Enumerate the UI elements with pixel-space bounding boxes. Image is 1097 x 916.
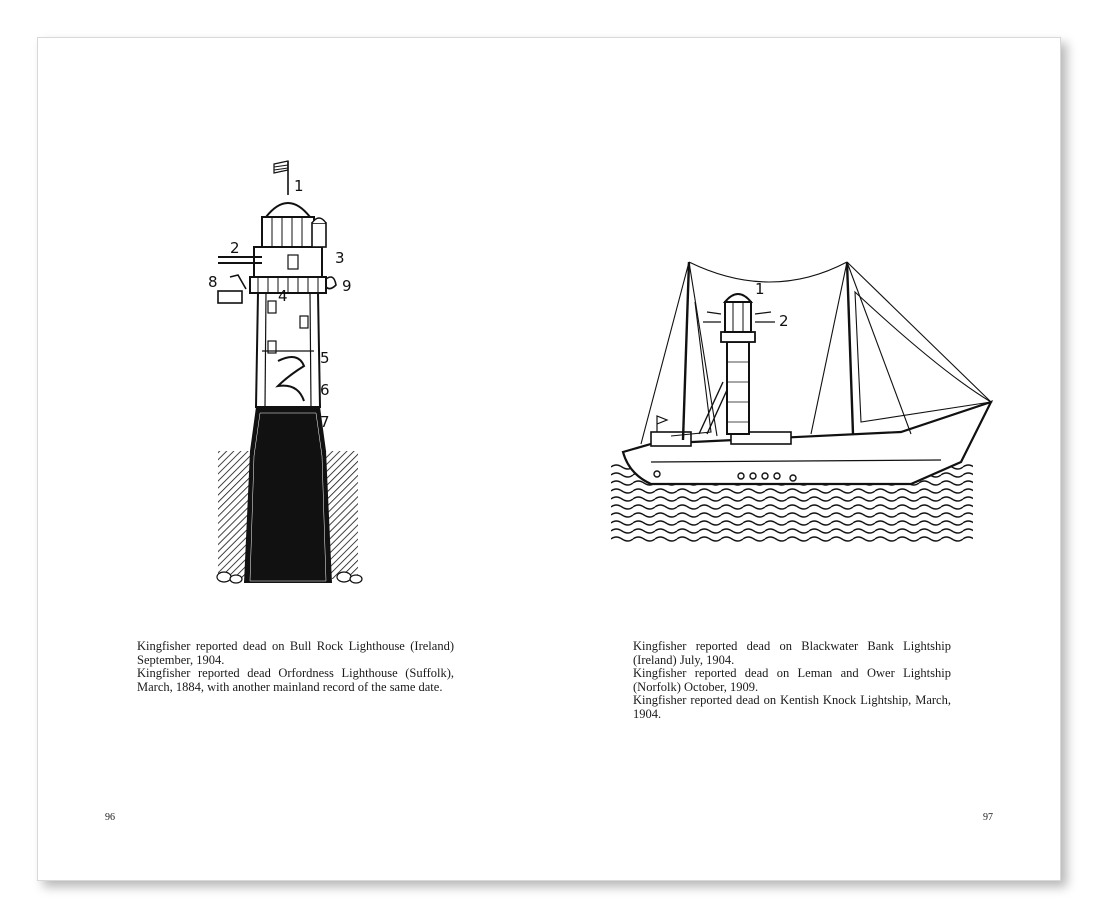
label-3: 3 <box>335 249 345 267</box>
label-2: 2 <box>230 239 240 257</box>
left-caption <box>137 640 454 694</box>
caption-line: Kingfisher reported dead on Leman and Ower Lightship (Norfolk) October, 1909. <box>633 666 951 694</box>
page-number: 97 <box>983 812 993 823</box>
caption-line: Kingfisher reported dead on Bull Rock Lighthouse (Ireland) September, 1904. <box>137 639 454 667</box>
caption-line: Kingfisher reported dead on Kentish Knock Lightship, March, 1904. <box>633 693 951 721</box>
label-4: 4 <box>278 287 288 305</box>
lightship-drawing <box>611 222 997 546</box>
label-2: 2 <box>779 312 789 330</box>
label-7: 7 <box>320 413 330 431</box>
book-spread <box>37 37 1061 881</box>
page-number: 96 <box>105 812 115 823</box>
label-1: 1 <box>755 280 765 298</box>
lighthouse-drawing <box>208 151 368 587</box>
right-caption <box>633 640 951 721</box>
lighthouse-illustration <box>208 151 368 587</box>
caption-line: Kingfisher reported dead on Blackwater Bank Lightship (Ireland) July, 1904. <box>633 639 951 667</box>
label-8: 8 <box>208 273 218 291</box>
label-5: 5 <box>320 349 330 367</box>
label-6: 6 <box>320 381 330 399</box>
lightship-illustration <box>611 222 997 546</box>
caption-line: Kingfisher reported dead Orfordness Lighthouse (Suffolk), March, 1884, with another mainland record of the same date. <box>137 666 454 694</box>
label-1: 1 <box>294 177 304 195</box>
label-9: 9 <box>342 277 352 295</box>
right-page <box>549 38 1060 880</box>
left-page <box>38 38 549 880</box>
